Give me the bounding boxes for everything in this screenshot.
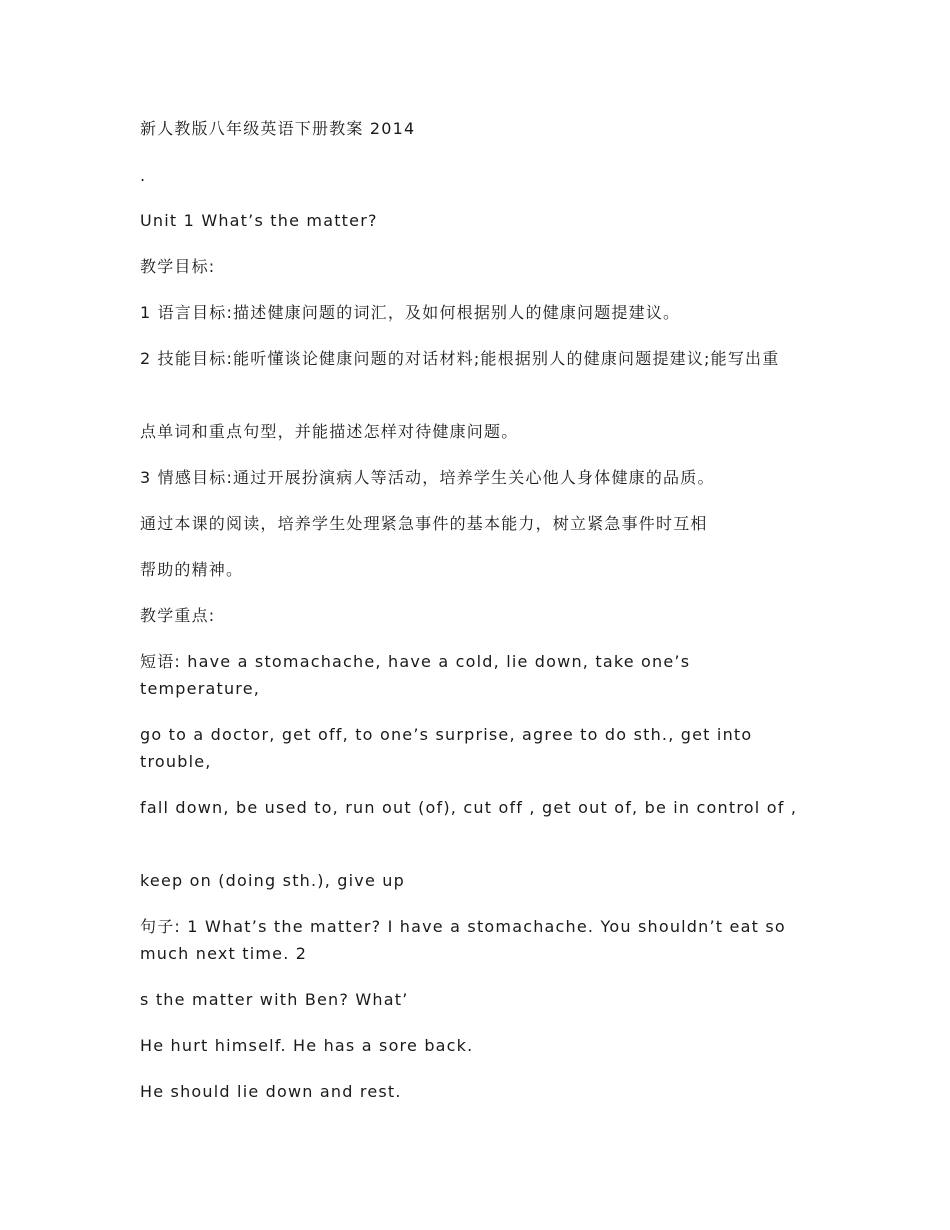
paragraph-sentences-2: s the matter with Ben? What’ [140, 990, 409, 1009]
paragraph-phrases-4: keep on (doing sth.), give up [140, 871, 406, 890]
section-heading-objectives: 教学目标: [140, 257, 216, 276]
paragraph-sentences-3: He hurt himself. He has a sore back. [140, 1036, 474, 1055]
paragraph-reading-goal-cont: 帮助的精神。 [140, 560, 244, 579]
paragraph-phrases-3: fall down, be used to, run out (of), cut off , get out of, be in control of , [140, 798, 798, 817]
section-heading-key-points: 教学重点: [140, 606, 216, 625]
paragraph-sentences-1: 句子: 1 What’s the matter? I have a stomachache. You shouldn’t eat so much next time. 2 [140, 917, 786, 963]
paragraph-skill-goal: 2 技能目标:能听懂谈论健康问题的对话材料;能根据别人的健康问题提建议;能写出重 [140, 349, 780, 368]
paragraph-language-goal: 1 语言目标:描述健康问题的词汇，及如何根据别人的健康问题提建议。 [140, 303, 681, 322]
paragraph-emotion-goal: 3 情感目标:通过开展扮演病人等活动，培养学生关心他人身体健康的品质。 [140, 468, 715, 487]
paragraph-sentences-4: He should lie down and rest. [140, 1082, 402, 1101]
paragraph-phrases-1: 短语: have a stomachache, have a cold, lie down, take one’s temperature, [140, 652, 691, 698]
unit-heading: Unit 1 What’s the matter? [140, 211, 378, 230]
paragraph-skill-goal-cont: 点单词和重点句型，并能描述怎样对待健康问题。 [140, 422, 519, 441]
separator-dot: . [140, 166, 147, 185]
document-title: 新人教版八年级英语下册教案 2014 [140, 119, 416, 138]
paragraph-reading-goal: 通过本课的阅读，培养学生处理紧急事件的基本能力，树立紧急事件时互相 [140, 514, 708, 533]
paragraph-phrases-2: go to a doctor, get off, to one’s surprise, agree to do sth., get into trouble, [140, 725, 753, 771]
